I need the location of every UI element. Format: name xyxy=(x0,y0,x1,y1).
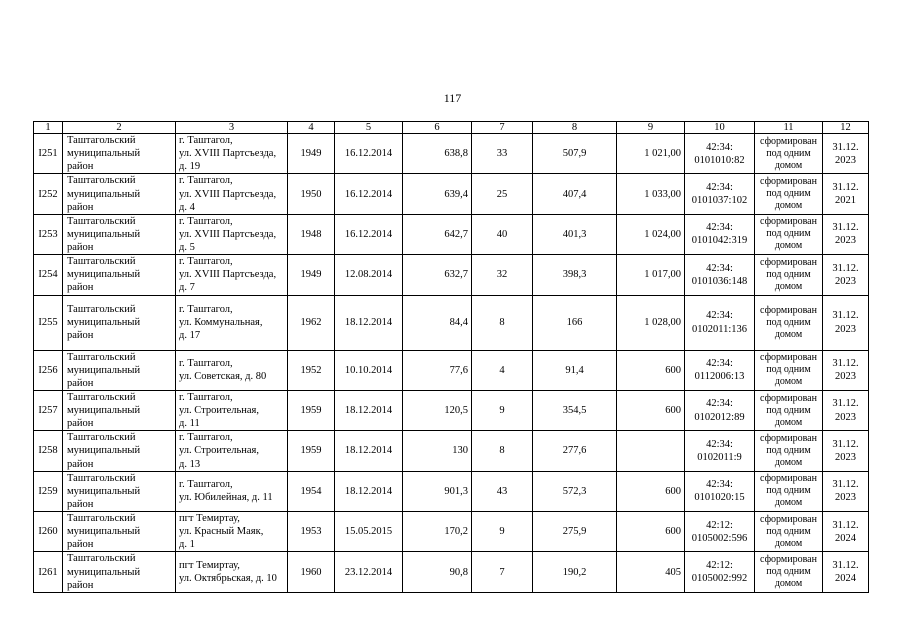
term-cell xyxy=(823,512,869,552)
district-cell-line: Таштагольский xyxy=(67,472,136,484)
table-row xyxy=(34,512,869,552)
land-area-cell: 1 024,00 xyxy=(617,214,685,254)
formed-cell xyxy=(755,471,823,511)
cadastre-cell-line: 42:34: xyxy=(706,479,733,491)
year-cell: 1962 xyxy=(288,295,335,350)
term-cell-line: 31.12. xyxy=(832,141,859,153)
formed-cell xyxy=(755,350,823,390)
table-row xyxy=(34,390,869,430)
year-cell: 1949 xyxy=(288,255,335,295)
address-cell-line: д. 7 xyxy=(179,282,195,294)
land-area-cell: 600 xyxy=(617,390,685,430)
date-cell: 12.08.2014 xyxy=(335,255,403,295)
cadastre-cell-line: 0101036:148 xyxy=(691,275,748,287)
district-cell-line: Таштагольский xyxy=(67,513,136,524)
column-number-2: 2 xyxy=(63,122,176,134)
address-cell-line: пгт Темиртау, xyxy=(179,513,240,524)
term-cell-line: 31.12. xyxy=(832,479,859,491)
formed-cell-line: сформирован xyxy=(760,513,817,525)
table-row xyxy=(34,174,869,214)
count-cell: 43 xyxy=(472,471,533,511)
register-body xyxy=(34,122,869,593)
row-number: I259 xyxy=(34,471,63,511)
cadastre-cell-line: 0105002:992 xyxy=(691,573,748,585)
column-number-5: 5 xyxy=(335,122,403,134)
formed-cell-line: домом xyxy=(774,328,803,340)
address-cell-line: пгт Темиртау, xyxy=(179,559,240,571)
address-cell-line: ул. Советская, д. 80 xyxy=(179,371,267,383)
term-cell xyxy=(823,390,869,430)
formed-cell-line: домом xyxy=(774,578,803,590)
cadastre-cell-line: 0102011:136 xyxy=(691,323,748,335)
formed-cell-line: домом xyxy=(774,200,803,212)
date-cell: 16.12.2014 xyxy=(335,134,403,174)
area-cell: 901,3 xyxy=(403,471,472,511)
land-area-cell: 600 xyxy=(617,350,685,390)
formed-cell-line: домом xyxy=(774,416,803,428)
cadastre-cell-line: 0112006:13 xyxy=(694,371,745,383)
district-cell-line: Таштагольский xyxy=(67,351,136,363)
term-cell xyxy=(823,350,869,390)
area-cell: 120,5 xyxy=(403,390,472,430)
count-cell: 7 xyxy=(472,552,533,592)
address-cell-line: ул. Коммунальная, xyxy=(179,316,263,328)
column-number-8: 8 xyxy=(533,122,617,134)
cadastre-cell xyxy=(685,214,755,254)
area-cell: 642,7 xyxy=(403,214,472,254)
table-row xyxy=(34,471,869,511)
address-cell-line: г. Таштагол, xyxy=(179,135,233,146)
date-cell: 15.05.2015 xyxy=(335,512,403,552)
formed-cell-line: под одним xyxy=(766,566,811,578)
cadastre-cell-line: 0101042:319 xyxy=(691,235,748,247)
register-table xyxy=(33,121,869,593)
row-number: I261 xyxy=(34,552,63,592)
land-area-cell: 1 028,00 xyxy=(617,295,685,350)
address-cell xyxy=(176,390,288,430)
land-area-cell: 1 033,00 xyxy=(617,174,685,214)
value-cell: 275,9 xyxy=(533,512,617,552)
cadastre-cell xyxy=(685,174,755,214)
value-cell: 190,2 xyxy=(533,552,617,592)
cadastre-cell-line: 42:34: xyxy=(706,310,733,322)
term-cell xyxy=(823,214,869,254)
area-cell: 632,7 xyxy=(403,255,472,295)
land-area-cell: 1 021,00 xyxy=(617,134,685,174)
formed-cell xyxy=(755,214,823,254)
district-cell-line: район xyxy=(67,539,94,551)
formed-cell-line: под одним xyxy=(766,268,811,280)
address-cell-line: г. Таштагол, xyxy=(179,303,233,315)
term-cell-line: 2021 xyxy=(835,195,856,207)
address-cell-line: ул. XVIII Партсъезда, xyxy=(179,269,277,281)
date-cell: 10.10.2014 xyxy=(335,350,403,390)
column-number-10: 10 xyxy=(685,122,755,134)
district-cell-line: район xyxy=(67,330,94,342)
term-cell-line: 2023 xyxy=(835,371,856,383)
column-number-6: 6 xyxy=(403,122,472,134)
district-cell-line: муниципальный xyxy=(67,316,141,328)
area-cell: 638,8 xyxy=(403,134,472,174)
address-cell xyxy=(176,350,288,390)
address-cell-line: ул. Юбилейная, д. 11 xyxy=(179,492,273,504)
formed-cell-line: домом xyxy=(774,240,803,252)
formed-cell xyxy=(755,134,823,174)
district-cell-line: район xyxy=(67,242,94,253)
cadastre-cell-line: 42:12: xyxy=(706,519,733,531)
land-area-cell: 1 017,00 xyxy=(617,255,685,295)
address-cell xyxy=(176,174,288,214)
date-cell: 16.12.2014 xyxy=(335,174,403,214)
formed-cell xyxy=(755,512,823,552)
cadastre-cell xyxy=(685,255,755,295)
address-cell xyxy=(176,552,288,592)
cadastre-cell-line: 0101010:82 xyxy=(694,154,745,166)
address-cell-line: г. Таштагол, xyxy=(179,256,233,268)
address-cell-line: ул. XVIII Партсъезда, xyxy=(179,188,277,200)
cadastre-cell xyxy=(685,512,755,552)
date-cell: 18.12.2014 xyxy=(335,390,403,430)
district-cell-line: муниципальный xyxy=(67,364,141,376)
formed-cell-line: домом xyxy=(774,497,803,509)
formed-cell-line: под одним xyxy=(766,404,811,416)
cadastre-cell-line: 42:34: xyxy=(706,141,733,153)
address-cell-line: д. 17 xyxy=(179,330,201,342)
address-cell-line: ул. Строительная, xyxy=(179,405,259,416)
date-cell: 18.12.2014 xyxy=(335,295,403,350)
count-cell: 4 xyxy=(472,350,533,390)
district-cell-line: район xyxy=(67,201,94,213)
count-cell: 25 xyxy=(472,174,533,214)
count-cell: 32 xyxy=(472,255,533,295)
district-cell-line: район xyxy=(67,579,94,591)
district-cell-line: Таштагольский xyxy=(67,303,136,315)
formed-cell-line: под одним xyxy=(766,228,811,240)
area-cell: 90,8 xyxy=(403,552,472,592)
address-cell-line: ул. Октябрьская, д. 10 xyxy=(179,573,277,585)
area-cell: 639,4 xyxy=(403,174,472,214)
row-number: I251 xyxy=(34,134,63,174)
formed-cell-line: под одним xyxy=(766,444,811,456)
district-cell-line: район xyxy=(67,458,94,470)
district-cell-line: Таштагольский xyxy=(67,256,136,268)
area-cell: 170,2 xyxy=(403,512,472,552)
cadastre-cell-line: 42:34: xyxy=(706,398,733,410)
term-cell xyxy=(823,552,869,592)
term-cell-line: 2023 xyxy=(835,492,856,504)
column-number-9: 9 xyxy=(617,122,685,134)
district-cell-line: район xyxy=(67,282,94,294)
district-cell-line: Таштагольский xyxy=(67,432,136,444)
row-number: I258 xyxy=(34,431,63,471)
term-cell-line: 31.12. xyxy=(832,519,859,531)
row-number: I252 xyxy=(34,174,63,214)
table-row xyxy=(34,552,869,592)
district-cell xyxy=(63,350,176,390)
value-cell: 166 xyxy=(533,295,617,350)
cadastre-cell-line: 0101037:102 xyxy=(691,195,748,207)
term-cell-line: 2023 xyxy=(835,275,856,287)
land-area-cell xyxy=(617,431,685,471)
formed-cell-line: домом xyxy=(774,537,803,549)
formed-cell-line: сформирован xyxy=(760,304,817,316)
district-cell-line: Таштагольский xyxy=(67,215,136,227)
count-cell: 40 xyxy=(472,214,533,254)
formed-cell-line: под одним xyxy=(766,316,811,328)
cadastre-cell xyxy=(685,431,755,471)
row-number: I260 xyxy=(34,512,63,552)
address-cell-line: ул. XVIII Партсъезда, xyxy=(179,148,277,160)
land-area-cell: 600 xyxy=(617,512,685,552)
date-cell: 18.12.2014 xyxy=(335,471,403,511)
district-cell xyxy=(63,174,176,214)
address-cell-line: г. Таштагол, xyxy=(179,479,233,491)
formed-cell-line: сформирован xyxy=(760,176,817,188)
term-cell-line: 31.12. xyxy=(832,559,859,571)
district-cell-line: район xyxy=(67,161,94,173)
address-cell-line: г. Таштагол, xyxy=(179,215,233,227)
year-cell: 1950 xyxy=(288,174,335,214)
term-cell-line: 31.12. xyxy=(832,181,859,193)
row-number: I253 xyxy=(34,214,63,254)
term-cell-line: 31.12. xyxy=(832,398,859,410)
district-cell xyxy=(63,390,176,430)
count-cell: 9 xyxy=(472,512,533,552)
formed-cell xyxy=(755,295,823,350)
term-cell-line: 31.12. xyxy=(832,310,859,322)
year-cell: 1952 xyxy=(288,350,335,390)
date-cell: 23.12.2014 xyxy=(335,552,403,592)
cadastre-cell-line: 0102011:9 xyxy=(697,451,742,463)
area-cell: 130 xyxy=(403,431,472,471)
column-number-row xyxy=(34,122,869,134)
district-cell xyxy=(63,431,176,471)
district-cell-line: муниципальный xyxy=(67,269,141,281)
term-cell-line: 2023 xyxy=(835,235,856,247)
term-cell-line: 31.12. xyxy=(832,262,859,274)
cadastre-cell xyxy=(685,390,755,430)
term-cell-line: 2023 xyxy=(835,411,856,423)
district-cell-line: Таштагольский xyxy=(67,175,136,187)
row-number: I257 xyxy=(34,390,63,430)
formed-cell-line: сформирован xyxy=(760,352,817,364)
column-number-4: 4 xyxy=(288,122,335,134)
district-cell-line: Таштагольский xyxy=(67,391,136,403)
district-cell-line: район xyxy=(67,418,94,430)
district-cell-line: муниципальный xyxy=(67,485,141,497)
district-cell xyxy=(63,471,176,511)
formed-cell xyxy=(755,174,823,214)
cadastre-cell xyxy=(685,471,755,511)
value-cell: 277,6 xyxy=(533,431,617,471)
address-cell-line: ул. XVIII Партсъезда, xyxy=(179,228,277,240)
district-cell xyxy=(63,214,176,254)
term-cell xyxy=(823,431,869,471)
cadastre-cell-line: 0102012:89 xyxy=(694,411,745,423)
formed-cell-line: домом xyxy=(774,280,803,292)
column-number-11: 11 xyxy=(755,122,823,134)
formed-cell-line: сформирован xyxy=(760,216,817,228)
year-cell: 1953 xyxy=(288,512,335,552)
year-cell: 1949 xyxy=(288,134,335,174)
district-cell-line: муниципальный xyxy=(67,445,141,457)
cadastre-cell-line: 0101020:15 xyxy=(694,492,745,504)
year-cell: 1959 xyxy=(288,431,335,471)
district-cell-line: муниципальный xyxy=(67,188,141,200)
cadastre-cell-line: 0105002:596 xyxy=(691,532,748,544)
cadastre-cell xyxy=(685,552,755,592)
formed-cell-line: под одним xyxy=(766,147,811,159)
date-cell: 16.12.2014 xyxy=(335,214,403,254)
cadastre-cell xyxy=(685,350,755,390)
row-number: I254 xyxy=(34,255,63,295)
address-cell xyxy=(176,431,288,471)
formed-cell-line: домом xyxy=(774,456,803,468)
district-cell-line: район xyxy=(67,498,94,510)
address-cell xyxy=(176,214,288,254)
cadastre-cell xyxy=(685,134,755,174)
count-cell: 9 xyxy=(472,390,533,430)
year-cell: 1959 xyxy=(288,390,335,430)
term-cell xyxy=(823,174,869,214)
table-row xyxy=(34,255,869,295)
district-cell xyxy=(63,295,176,350)
district-cell-line: район xyxy=(67,377,94,389)
formed-cell-line: домом xyxy=(774,159,803,171)
year-cell: 1948 xyxy=(288,214,335,254)
district-cell xyxy=(63,512,176,552)
cadastre-cell-line: 42:12: xyxy=(706,559,733,571)
formed-cell xyxy=(755,390,823,430)
term-cell xyxy=(823,295,869,350)
term-cell-line: 31.12. xyxy=(832,222,859,234)
formed-cell-line: под одним xyxy=(766,525,811,537)
area-cell: 84,4 xyxy=(403,295,472,350)
address-cell-line: д. 13 xyxy=(179,458,201,470)
table-row xyxy=(34,214,869,254)
page-number: 117 xyxy=(443,91,462,105)
cadastre-cell-line: 42:34: xyxy=(706,438,733,450)
table-row xyxy=(34,295,869,350)
count-cell: 8 xyxy=(472,295,533,350)
value-cell: 507,9 xyxy=(533,134,617,174)
term-cell xyxy=(823,134,869,174)
term-cell-line: 2023 xyxy=(835,323,856,335)
term-cell-line: 2024 xyxy=(835,573,856,585)
address-cell xyxy=(176,512,288,552)
formed-cell-line: под одним xyxy=(766,485,811,497)
formed-cell-line: сформирован xyxy=(760,554,817,566)
formed-cell-line: под одним xyxy=(766,188,811,200)
address-cell xyxy=(176,295,288,350)
column-number-7: 7 xyxy=(472,122,533,134)
value-cell: 398,3 xyxy=(533,255,617,295)
column-number-1: 1 xyxy=(34,122,63,134)
district-cell-line: муниципальный xyxy=(67,405,141,416)
year-cell: 1954 xyxy=(288,471,335,511)
term-cell-line: 2024 xyxy=(835,532,856,544)
district-cell-line: Таштагольский xyxy=(67,553,136,565)
cadastre-cell-line: 42:34: xyxy=(706,222,733,234)
term-cell-line: 31.12. xyxy=(832,438,859,450)
table-row xyxy=(34,431,869,471)
value-cell: 572,3 xyxy=(533,471,617,511)
formed-cell xyxy=(755,255,823,295)
district-cell-line: муниципальный xyxy=(67,526,141,538)
formed-cell-line: под одним xyxy=(766,364,811,376)
term-cell-line: 2023 xyxy=(835,154,856,166)
term-cell xyxy=(823,471,869,511)
value-cell: 91,4 xyxy=(533,350,617,390)
cadastre-cell xyxy=(685,295,755,350)
formed-cell-line: сформирован xyxy=(760,473,817,485)
district-cell xyxy=(63,134,176,174)
address-cell-line: д. 5 xyxy=(179,242,195,253)
address-cell-line: г. Таштагол, xyxy=(179,391,233,403)
formed-cell-line: сформирован xyxy=(760,256,817,268)
row-number: I256 xyxy=(34,350,63,390)
address-cell-line: ул. Красный Маяк, xyxy=(179,526,264,538)
address-cell-line: г. Таштагол, xyxy=(179,432,233,444)
address-cell-line: д. 1 xyxy=(179,539,195,551)
table-row xyxy=(34,134,869,174)
year-cell: 1960 xyxy=(288,552,335,592)
land-area-cell: 405 xyxy=(617,552,685,592)
address-cell xyxy=(176,134,288,174)
district-cell-line: Таштагольский xyxy=(67,135,136,146)
address-cell-line: г. Таштагол, xyxy=(179,358,233,370)
district-cell xyxy=(63,255,176,295)
district-cell-line: муниципальный xyxy=(67,148,141,160)
district-cell xyxy=(63,552,176,592)
column-number-3: 3 xyxy=(176,122,288,134)
address-cell-line: г. Таштагол, xyxy=(179,175,233,187)
formed-cell-line: сформирован xyxy=(760,432,817,444)
row-number: I255 xyxy=(34,295,63,350)
area-cell: 77,6 xyxy=(403,350,472,390)
address-cell-line: д. 19 xyxy=(179,161,201,173)
district-cell-line: муниципальный xyxy=(67,228,141,240)
land-area-cell: 600 xyxy=(617,471,685,511)
value-cell: 354,5 xyxy=(533,390,617,430)
value-cell: 401,3 xyxy=(533,214,617,254)
term-cell-line: 2023 xyxy=(835,451,856,463)
address-cell-line: ул. Строительная, xyxy=(179,445,259,457)
value-cell: 407,4 xyxy=(533,174,617,214)
count-cell: 8 xyxy=(472,431,533,471)
term-cell xyxy=(823,255,869,295)
cadastre-cell-line: 42:34: xyxy=(706,181,733,193)
formed-cell xyxy=(755,552,823,592)
district-cell-line: муниципальный xyxy=(67,566,141,578)
table-row xyxy=(34,350,869,390)
cadastre-cell-line: 42:34: xyxy=(706,358,733,370)
formed-cell xyxy=(755,431,823,471)
address-cell-line: д. 4 xyxy=(179,201,195,213)
formed-cell-line: сформирован xyxy=(760,135,817,147)
address-cell-line: д. 11 xyxy=(179,418,200,430)
column-number-12: 12 xyxy=(823,122,869,134)
formed-cell-line: сформирован xyxy=(760,392,817,404)
address-cell xyxy=(176,471,288,511)
date-cell: 18.12.2014 xyxy=(335,431,403,471)
count-cell: 33 xyxy=(472,134,533,174)
formed-cell-line: домом xyxy=(774,376,803,388)
term-cell-line: 31.12. xyxy=(832,358,859,370)
cadastre-cell-line: 42:34: xyxy=(706,262,733,274)
address-cell xyxy=(176,255,288,295)
